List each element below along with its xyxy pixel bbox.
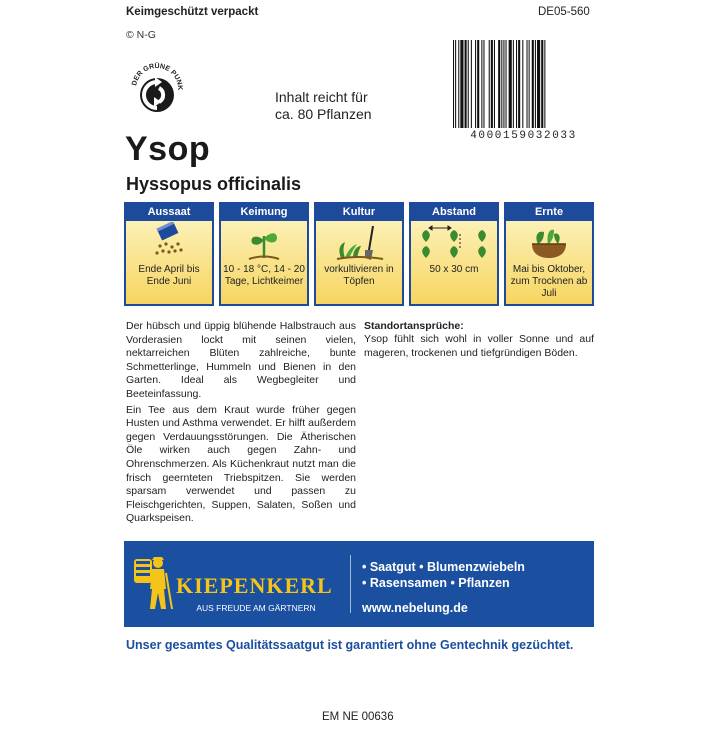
brand-slogan: AUS FREUDE AM GÄRTNERN (196, 603, 316, 613)
article-code: DE05-560 (538, 6, 590, 18)
card-text: Mai bis Oktober, zum Trocknen ab Juli (510, 264, 588, 299)
description-paragraph-2: Ein Tee aus dem Kraut wurde früher gegen Husten und Asthma verwendet. Er hilft außerdem gegen Verdauungsstörungen. Die Ätherischen Öle wirken auch gegen Zahn- und Ohrenschmerzen. Als Küchenkraut nutzt man die frisch geernteten Triebspitzen. Sie werden sparsam verwendet und passen zu Fleischgerichten, Suppen, Salaten, Soßen und Quarkspeisen. (126, 403, 356, 525)
range-line-2: • Rasensamen • Pflanzen (362, 576, 510, 590)
barcode-bar (544, 40, 545, 128)
range-line-1: • Saatgut • Blumenzwiebeln (362, 560, 525, 574)
gmo-free-statement: Unser gesamtes Qualitätssaatgut ist garantiert ohne Gentechnik gezüchtet. (126, 638, 574, 652)
contents-line-1: Inhalt reicht für (275, 89, 368, 105)
barcode-bar (455, 40, 456, 128)
barcode-bar (518, 40, 520, 128)
barcode-bar (483, 40, 484, 128)
card-text: Ende April bis Ende Juni (138, 264, 200, 287)
card-keimung (219, 202, 309, 306)
barcode-bar (516, 40, 517, 128)
card-title: Kultur (316, 204, 402, 221)
harvest-bowl-icon (506, 222, 592, 262)
website-link[interactable]: www.nebelung.de (362, 601, 468, 615)
spacing-arrows-icon (411, 222, 497, 262)
barcode-number: 4000159032033 (470, 130, 577, 142)
seedling-icon (221, 222, 307, 262)
product-description (126, 320, 356, 528)
contents-line-2: ca. 80 Pflanzen (275, 106, 372, 122)
card-abstand (409, 202, 499, 306)
barcode-bar (506, 40, 507, 128)
card-title: Abstand (411, 204, 497, 221)
barcode-bar (489, 40, 490, 128)
kiepenkerl-logo (130, 551, 335, 615)
barcode-bar (465, 40, 467, 128)
card-title: Aussaat (126, 204, 212, 221)
barcode-bar (541, 40, 543, 128)
card-ernte (504, 202, 594, 306)
barcode-bar (537, 40, 540, 128)
barcode-bar (529, 40, 530, 128)
card-kultur (314, 202, 404, 306)
barcode-bar (494, 40, 495, 128)
barcode-bar (535, 40, 536, 128)
card-title: Ernte (506, 204, 592, 221)
em-code: EM NE 00636 (322, 711, 394, 723)
description-paragraph-1: Der hübsch und üppig blühende Halbstrauch aus Vorderasien lockt mit seinen vielen, nektarreichen Blüten zahlreiche, bunte Schmetterlinge, Hummeln und Bienen in den Garten. Ideal als Wegbegleiter und Beeteinfassung. (126, 320, 356, 400)
barcode-bar (468, 40, 469, 128)
barcode-bar (481, 40, 482, 128)
barcode-bar (498, 40, 500, 128)
brand-name: KIEPENKERL (176, 573, 333, 598)
barcode-bar (475, 40, 476, 128)
seed-packet-icon (126, 222, 212, 262)
green-dot-logo (126, 58, 188, 120)
barcode-bar (509, 40, 512, 128)
location-text: Ysop fühlt sich wohl in voller Sonne und auf mageren, trockenen und tiefgründigen Böden. (364, 333, 594, 359)
product-name: Ysop (125, 130, 211, 168)
barcode-bar (458, 40, 459, 128)
packaging-note: Keimgeschützt verpackt (126, 6, 259, 18)
barcode-bar (527, 40, 528, 128)
card-aussaat (124, 202, 214, 306)
barcode-bar (460, 40, 463, 128)
card-title: Keimung (221, 204, 307, 221)
barcode (452, 40, 595, 128)
barcode-bar (522, 40, 523, 128)
product-latin-name: Hyssopus officinalis (126, 174, 302, 194)
green-dot-icon (126, 58, 188, 120)
barcode-bar (491, 40, 493, 128)
barcode-bar (453, 40, 454, 128)
barcode-bar (503, 40, 504, 128)
copyright: © N-G (126, 29, 156, 41)
contents-info (275, 89, 372, 123)
barcode-bar (477, 40, 479, 128)
basket-carrier-icon (130, 553, 174, 613)
location-heading: Standortansprüche: (364, 320, 464, 332)
card-text: 10 - 18 °C, 14 - 20 Tage, Lichtkeimer (223, 264, 305, 287)
plants-shovel-icon (316, 222, 402, 262)
barcode-bar (501, 40, 502, 128)
card-text: vorkultivieren in Töpfen (324, 264, 394, 287)
product-range-list (362, 559, 525, 591)
band-divider (350, 555, 351, 613)
barcode-bar (471, 40, 472, 128)
svg-text:DER GRÜNE PUNKT: DER GRÜNE PUNK (131, 62, 184, 91)
cultivation-cards (124, 202, 594, 306)
barcode-bar (513, 40, 514, 128)
card-text: 50 x 30 cm (429, 264, 479, 275)
brand-band (124, 541, 594, 627)
barcode-bar (532, 40, 534, 128)
